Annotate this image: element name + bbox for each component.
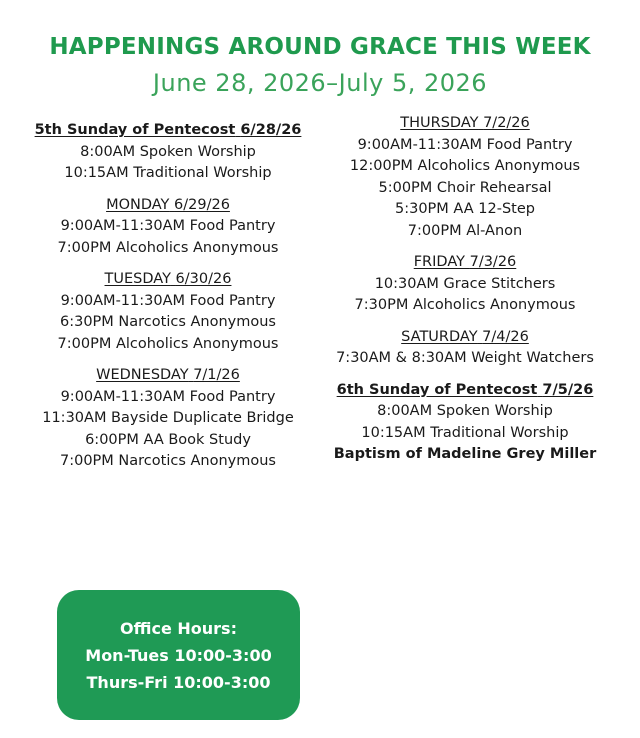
day-heading-name: 5th Sunday of Pentecost — [34, 122, 236, 138]
schedule-right-column — [315, 113, 615, 466]
event-item: 7:30PM Alcoholics Anonymous — [354, 297, 576, 313]
event-item: 7:00PM Narcotics Anonymous — [60, 453, 276, 469]
day-block — [315, 252, 615, 317]
office-hours-thurs-fri: Thurs-Fri 10:00-3:00 — [86, 672, 271, 692]
event-item: 6:00PM AA Book Study — [85, 431, 251, 448]
day-heading-name: TUESDAY — [104, 271, 171, 287]
day-heading-name: 6th Sunday of Pentecost — [336, 381, 538, 398]
event-item: 7:00PM Alcoholics Anonymous — [57, 239, 279, 256]
day-heading-date: 7/5/26 — [542, 381, 594, 398]
day-block — [315, 327, 615, 370]
event-item: 12:00PM Alcoholics Anonymous — [349, 158, 581, 174]
day-heading-date: 7/3/26 — [469, 254, 517, 270]
event-item: 7:00PM Alcoholics Anonymous — [57, 335, 279, 352]
event-item: 8:00AM Spoken Worship — [377, 403, 553, 419]
event-item: 7:00PM Al-Anon — [407, 222, 523, 239]
event-item: 8:00AM Spoken Worship — [80, 143, 256, 160]
event-item: 5:30PM AA 12-Step — [395, 201, 535, 217]
event-item: 10:15AM Traditional Worship — [64, 165, 272, 181]
event-item: 7:30AM & 8:30AM Weight Watchers — [336, 350, 594, 366]
day-block — [18, 120, 318, 185]
office-hours-title: Office Hours: — [120, 618, 237, 638]
day-heading-name: SATURDAY — [401, 328, 478, 345]
office-hours-box — [57, 590, 300, 720]
day-heading — [18, 365, 318, 387]
day-block — [18, 195, 318, 260]
event-item: 5:00PM Choir Rehearsal — [378, 179, 552, 196]
event-item-highlight: Baptism of Madeline Grey Miller — [333, 446, 597, 462]
day-heading-name: FRIDAY — [413, 254, 465, 270]
day-block — [18, 269, 318, 355]
event-item: 9:00AM-11:30AM Food Pantry — [357, 136, 573, 153]
day-heading-name: WEDNESDAY — [96, 367, 189, 383]
event-item: 6:30PM Narcotics Anonymous — [60, 314, 276, 330]
day-heading-date: 6/30/26 — [175, 271, 232, 287]
date-range: June 28, 2026–July 5, 2026 — [152, 69, 488, 97]
day-heading-date: 7/4/26 — [482, 328, 529, 345]
event-item: 9:00AM-11:30AM Food Pantry — [60, 388, 276, 405]
day-heading-name: THURSDAY — [400, 115, 479, 131]
day-heading — [315, 252, 615, 274]
day-heading-date: 7/1/26 — [193, 367, 240, 383]
day-heading-date: 6/28/26 — [240, 122, 302, 138]
event-item: 10:30AM Grace Stitchers — [374, 275, 556, 292]
day-heading-date: 7/2/26 — [483, 115, 530, 131]
day-block — [315, 380, 615, 466]
office-hours-mon-tues: Mon-Tues 10:00-3:00 — [85, 645, 272, 665]
event-item: 9:00AM-11:30AM Food Pantry — [60, 292, 276, 309]
day-heading — [315, 327, 615, 349]
day-heading-date: 6/29/26 — [174, 196, 230, 213]
day-block — [315, 113, 615, 242]
day-block — [18, 365, 318, 473]
day-heading — [315, 380, 615, 402]
day-heading — [18, 195, 318, 217]
event-item: 10:15AM Traditional Worship — [361, 424, 569, 441]
day-heading-name: MONDAY — [106, 196, 170, 213]
event-item: 11:30AM Bayside Duplicate Bridge — [42, 410, 294, 426]
day-heading — [18, 120, 318, 142]
day-heading — [18, 269, 318, 291]
event-item: 9:00AM-11:30AM Food Pantry — [60, 218, 276, 234]
day-heading — [315, 113, 615, 135]
schedule-left-column — [18, 120, 318, 473]
page-title: HAPPENINGS AROUND GRACE THIS WEEK — [49, 34, 591, 60]
